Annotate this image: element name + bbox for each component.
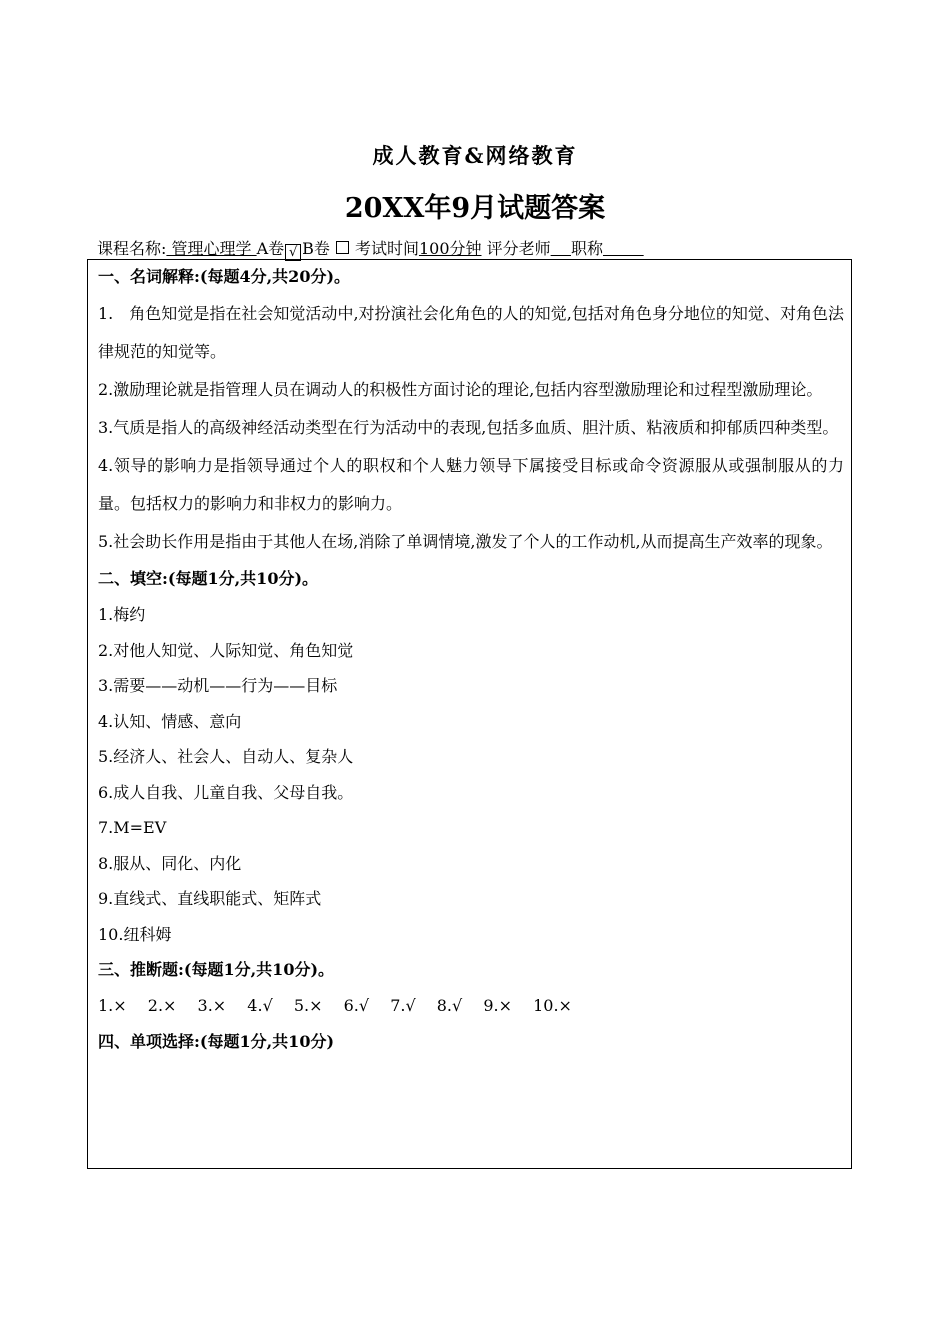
judge-answer: 9.×: [483, 996, 512, 1015]
definition-item: 2.激励理论就是指管理人员在调动人的积极性方面讨论的理论,包括内容型激励理论和过程型激励理论。: [98, 380, 823, 399]
course-label: 课程名称:: [97, 239, 167, 258]
judge-answer: 8.√: [436, 996, 463, 1015]
course-info-line: [97, 236, 857, 261]
fill-item: 9.直线式、直线职能式、矩阵式: [98, 889, 322, 908]
exam-time-label: 考试时间: [354, 239, 419, 258]
fill-item: 3.需要——动机——行为——目标: [98, 676, 338, 695]
judge-answer: 5.×: [293, 996, 323, 1015]
paper-b-label: B卷: [302, 239, 330, 258]
judge-answer: 7.√: [390, 996, 416, 1015]
paper-a-checkbox: √: [285, 244, 301, 261]
answer-content: [98, 263, 844, 1066]
definition-item: 5.社会助长作用是指由于其他人在场,消除了单调情境,激发了个人的工作动机,从而提高生产效率的现象。: [98, 532, 833, 551]
judge-answer: 4.√: [247, 996, 273, 1015]
judge-answer: 10.×: [533, 996, 572, 1015]
course-name: 管理心理学: [171, 239, 252, 258]
fill-item: 10.纽科姆: [98, 924, 172, 944]
definition-item: 1. 角色知觉是指在社会知觉活动中,对扮演社会化角色的人的知觉,包括对角色身分地位的知觉、对角色法律规范的知觉等。: [98, 304, 844, 361]
judge-answer: 6.√: [343, 996, 370, 1015]
definition-item: 4.领导的影响力是指领导通过个人的职权和个人魅力领导下属接受目标或命令资源服从或强制服从的力量。包括权力的影响力和非权力的影响力。: [98, 456, 844, 513]
exam-time-value: 100分钟: [418, 239, 482, 258]
judge-answer: 3.×: [197, 996, 227, 1015]
grader-label: 评分老师: [486, 239, 551, 258]
judge-answer: 2.×: [147, 996, 177, 1015]
section-heading-fill-blank: 二、填空:(每题1分,共10分)。: [98, 569, 319, 588]
fill-item: 7.M=EV: [98, 818, 167, 837]
true-false-answers: [98, 994, 844, 1030]
paper-b-checkbox: [336, 241, 349, 254]
definition-item: 3.气质是指人的高级神经活动类型在行为活动中的表现,包括多血质、胆汁质、粘液质和抑郁质四种类型。: [98, 418, 839, 437]
title-label: 职称: [570, 239, 603, 258]
fill-item: 5.经济人、社会人、自动人、复杂人: [98, 747, 354, 766]
grader-blank: [551, 239, 571, 258]
fill-item: 1.梅约: [98, 605, 146, 624]
judge-answer: 1.×: [98, 996, 127, 1015]
fill-item: 8.服从、同化、内化: [98, 853, 242, 873]
section-heading-definitions: 一、名词解释:(每题4分,共20分)。: [98, 267, 351, 286]
section-heading-single-choice: 四、单项选择:(每题1分,共10分): [98, 1032, 335, 1051]
fill-item: 6.成人自我、儿童自我、父母自我。: [98, 782, 354, 802]
fill-item: 2.对他人知觉、人际知觉、角色知觉: [98, 640, 354, 660]
org-title: 成人教育&网络教育: [372, 143, 578, 168]
title-blank: [603, 239, 644, 258]
page-title: 20XX年9月试题答案: [344, 193, 606, 224]
fill-item: 4.认知、情感、意向: [98, 711, 242, 731]
section-heading-true-false: 三、推断题:(每题1分,共10分)。: [98, 960, 335, 979]
paper-a-label: A卷: [256, 239, 285, 258]
